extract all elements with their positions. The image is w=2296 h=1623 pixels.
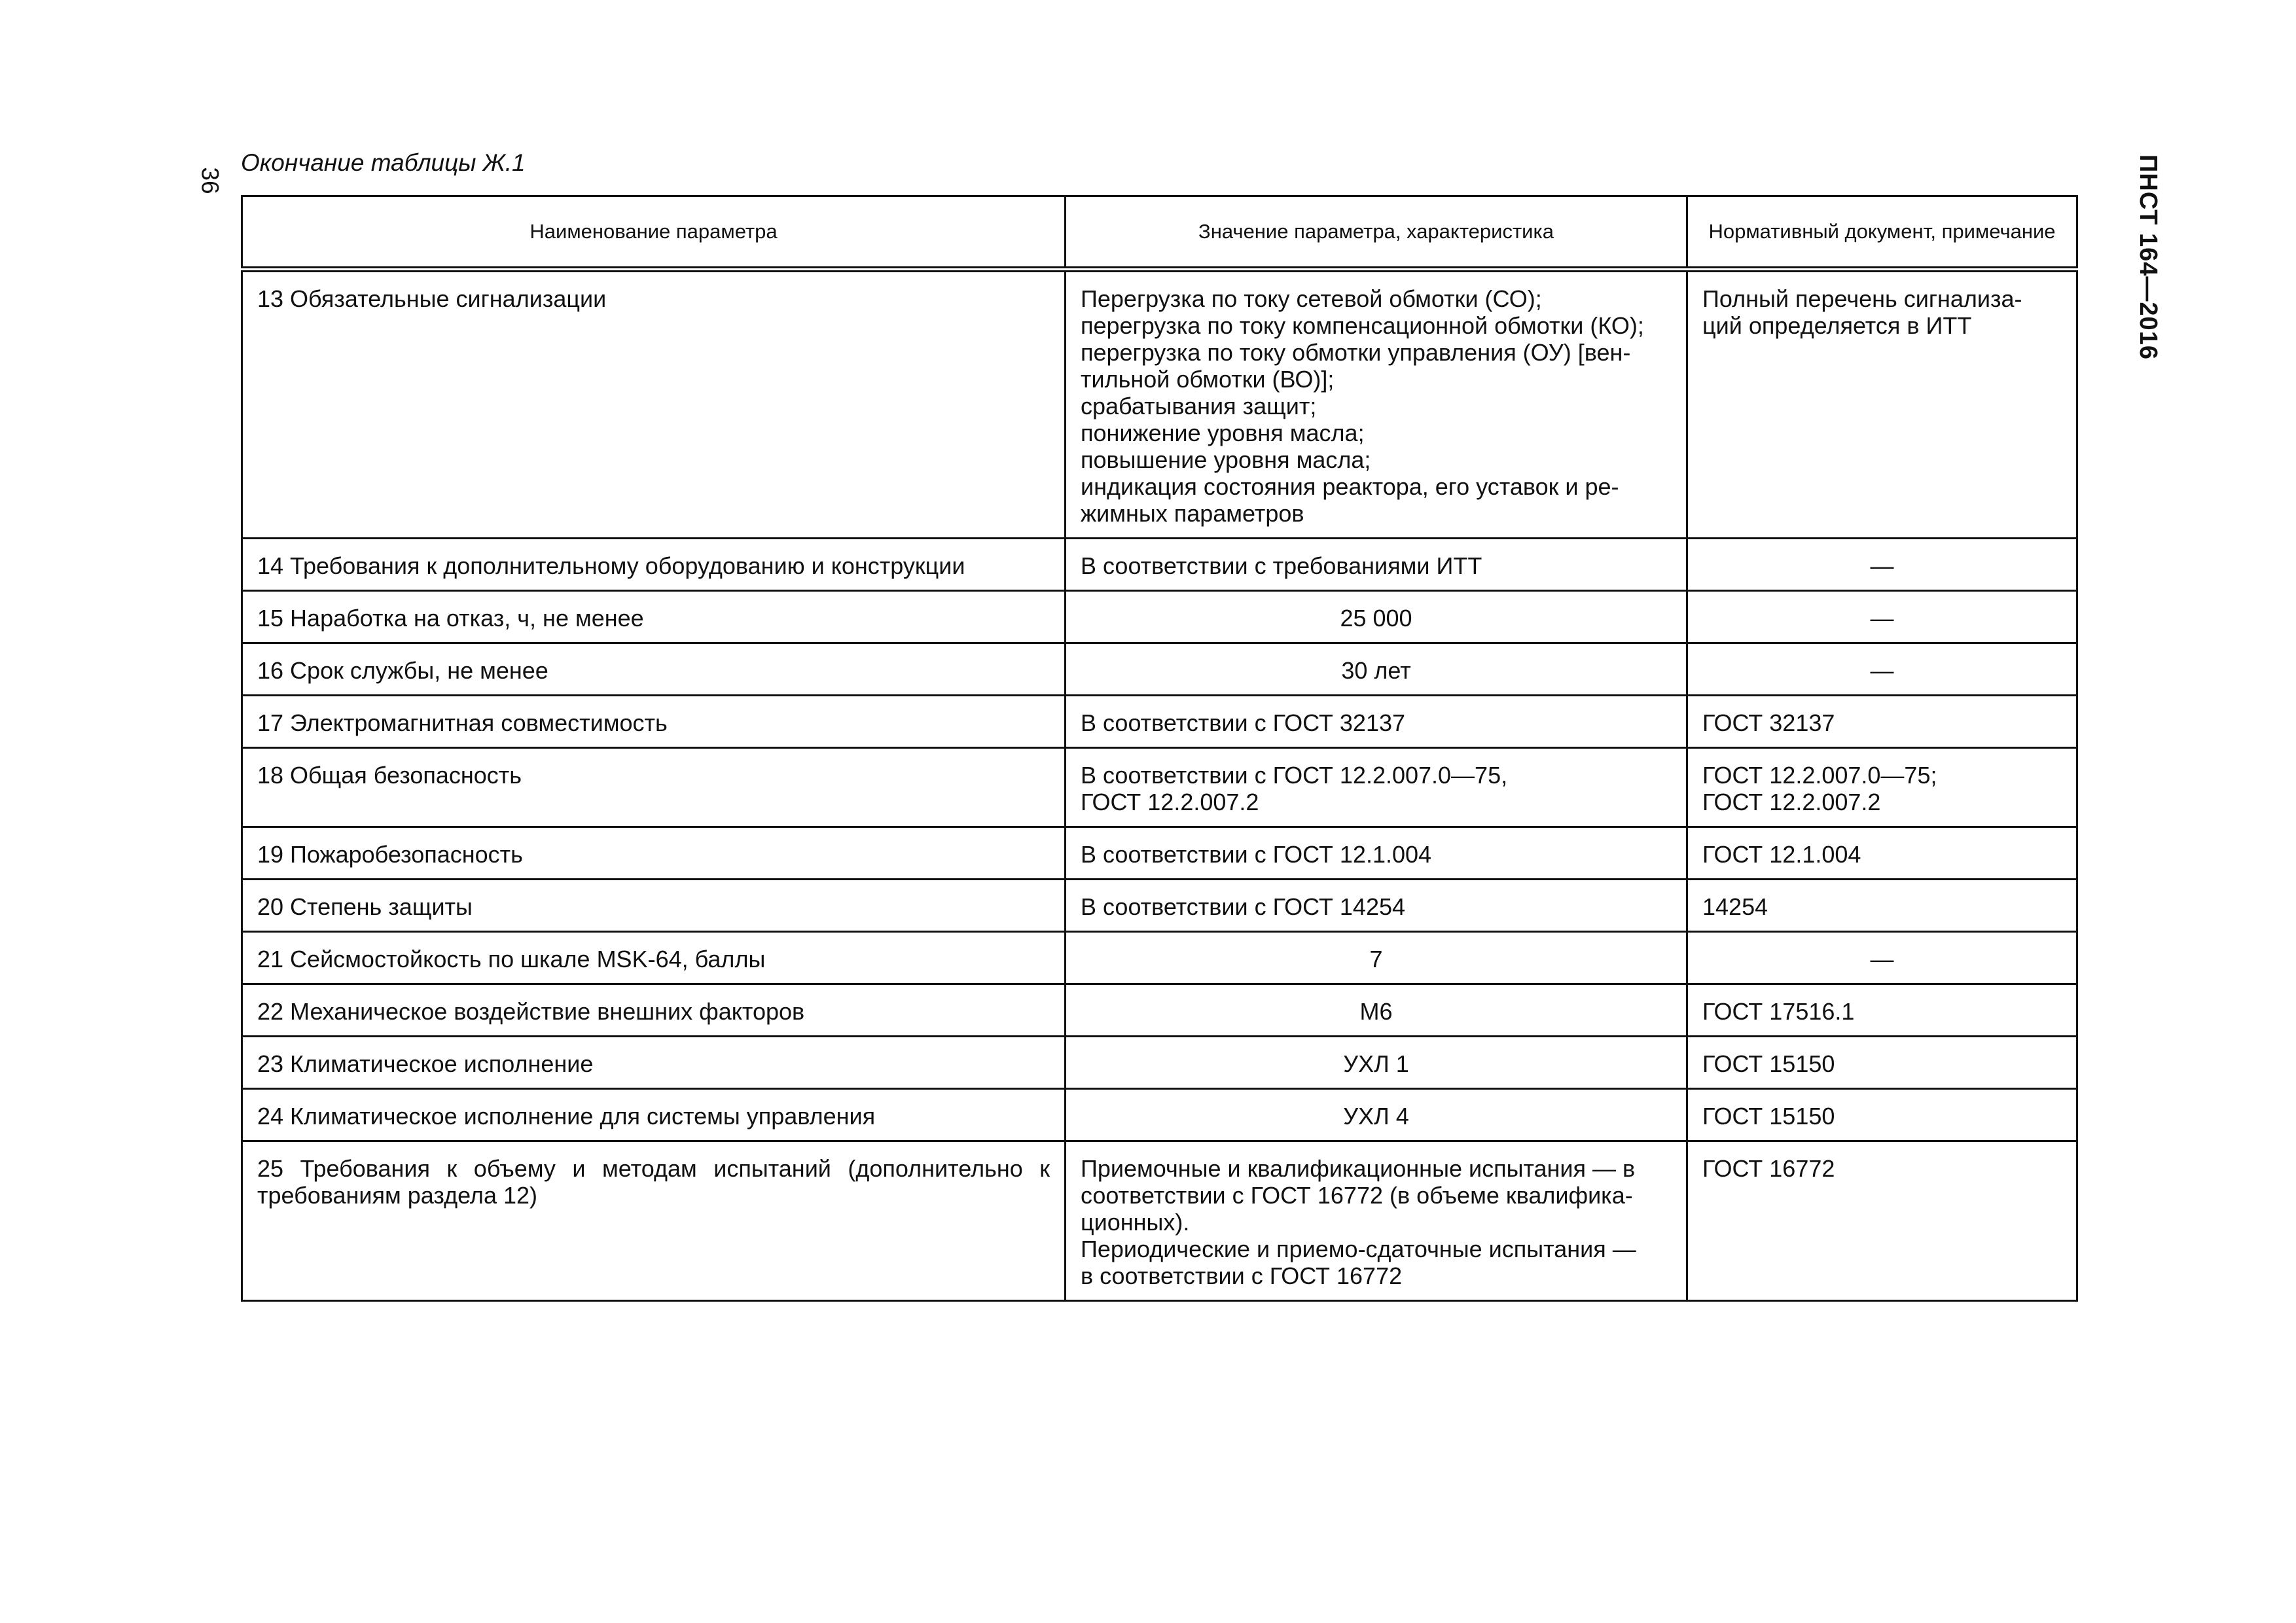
value-line: В соответствии с ГОСТ 12.1.004 [1081, 841, 1432, 868]
parameter-name-cell: 23 Климатическое исполнение [242, 1037, 1066, 1089]
parameter-name-cell: 14 Требования к дополнительному оборудованию и конструкции [242, 539, 1066, 591]
parameter-value-cell [1066, 643, 1687, 696]
parameter-name-cell: 16 Срок службы, не менее [242, 643, 1066, 696]
normative-document-cell [1687, 591, 2077, 643]
normative-document-cell [1687, 880, 2077, 932]
value-line: жимных параметров [1081, 500, 1304, 527]
page-number: 36 [196, 167, 224, 194]
note-line: ГОСТ 32137 [1702, 709, 1835, 736]
normative-document-cell [1687, 748, 2077, 827]
value-line: М6 [1359, 998, 1393, 1025]
parameter-value-cell [1066, 539, 1687, 591]
note-line: ций определяется в ИТТ [1702, 312, 1972, 339]
header-parameter-name: Наименование параметра [242, 196, 1066, 270]
parameter-value-cell [1066, 932, 1687, 984]
normative-document-cell [1687, 643, 2077, 696]
parameter-value-cell [1066, 880, 1687, 932]
parameter-name-cell: 13 Обязательные сигнализации [242, 270, 1066, 539]
value-line: В соответствии с ГОСТ 32137 [1081, 709, 1406, 736]
parameter-value-cell [1066, 748, 1687, 827]
normative-document-cell [1687, 1037, 2077, 1089]
value-line: УХЛ 1 [1343, 1050, 1409, 1077]
value-line: 30 лет [1341, 657, 1411, 684]
value-line: Периодические и приемо-сдаточные испытания — [1081, 1236, 1636, 1262]
table-row [242, 643, 2077, 696]
normative-document-cell [1687, 696, 2077, 748]
value-line: срабатывания защит; [1081, 393, 1317, 419]
parameters-table [241, 195, 2078, 1302]
table-row [242, 591, 2077, 643]
parameter-name-cell: 25 Требования к объему и методам испытаний (дополнительно к требованиям раздела 12) [242, 1141, 1066, 1301]
value-line: УХЛ 4 [1343, 1103, 1409, 1130]
parameter-value-cell [1066, 591, 1687, 643]
value-line: В соответствии с ГОСТ 14254 [1081, 893, 1406, 920]
normative-document-cell [1687, 932, 2077, 984]
normative-document-cell [1687, 1141, 2077, 1301]
normative-document-cell [1687, 270, 2077, 539]
note-line: ГОСТ 15150 [1702, 1050, 1835, 1077]
parameter-name-cell: 18 Общая безопасность [242, 748, 1066, 827]
note-line: — [1870, 552, 1894, 579]
value-line: индикация состояния реактора, его уставок и ре- [1081, 473, 1619, 500]
value-line: понижение уровня масла; [1081, 419, 1365, 446]
note-line: ГОСТ 12.2.007.2 [1702, 789, 1881, 815]
table-row [242, 1037, 2077, 1089]
parameter-name-cell: 21 Сейсмостойкость по шкале MSK-64, баллы [242, 932, 1066, 984]
parameter-name-cell: 19 Пожаробезопасность [242, 827, 1066, 880]
table-row [242, 539, 2077, 591]
parameter-value-cell [1066, 1089, 1687, 1141]
header-parameter-value: Значение параметра, характеристика [1066, 196, 1687, 270]
note-line: ГОСТ 17516.1 [1702, 998, 1855, 1025]
table-row [242, 880, 2077, 932]
parameter-name-cell: 24 Климатическое исполнение для системы управления [242, 1089, 1066, 1141]
note-line: ГОСТ 15150 [1702, 1103, 1835, 1130]
value-line: перегрузка по току компенсационной обмотки (КО); [1081, 312, 1644, 339]
value-line: ГОСТ 12.2.007.2 [1081, 789, 1259, 815]
table-row [242, 748, 2077, 827]
table-row [242, 932, 2077, 984]
value-line: 25 000 [1340, 605, 1412, 632]
parameter-name-cell: 22 Механическое воздействие внешних факторов [242, 984, 1066, 1037]
note-line: ГОСТ 16772 [1702, 1155, 1835, 1182]
value-line: в соответствии с ГОСТ 16772 [1081, 1262, 1403, 1289]
parameter-name-cell: 15 Наработка на отказ, ч, не менее [242, 591, 1066, 643]
value-line: В соответствии с требованиями ИТТ [1081, 552, 1482, 579]
note-line: — [1870, 605, 1894, 632]
table-row [242, 1141, 2077, 1301]
note-line: — [1870, 946, 1894, 972]
value-line: повышение уровня масла; [1081, 446, 1371, 473]
value-line: ционных). [1081, 1209, 1190, 1236]
parameter-name-cell: 17 Электромагнитная совместимость [242, 696, 1066, 748]
table-row [242, 984, 2077, 1037]
table-row [242, 696, 2077, 748]
note-line: ГОСТ 12.1.004 [1702, 841, 1861, 868]
value-line: Приемочные и квалификационные испытания — в [1081, 1155, 1636, 1182]
note-line: Полный перечень сигнализа- [1702, 285, 2022, 312]
value-line: В соответствии с ГОСТ 12.2.007.0—75, [1081, 762, 1508, 789]
table-header-row [242, 196, 2077, 270]
normative-document-cell [1687, 984, 2077, 1037]
table-row [242, 270, 2077, 539]
normative-document-cell [1687, 539, 2077, 591]
table-row [242, 1089, 2077, 1141]
note-line: 14254 [1702, 893, 1768, 920]
table-caption: Окончание таблицы Ж.1 [241, 149, 526, 176]
value-line: перегрузка по току обмотки управления (ОУ) [вен- [1081, 339, 1631, 366]
document-id: ПНСТ 164—2016 [2134, 154, 2162, 360]
value-line: 7 [1369, 946, 1383, 972]
normative-document-cell [1687, 1089, 2077, 1141]
note-line: — [1870, 657, 1894, 684]
table-row [242, 827, 2077, 880]
parameter-name-cell: 20 Степень защиты [242, 880, 1066, 932]
parameter-value-cell [1066, 827, 1687, 880]
value-line: тильной обмотки (ВО)]; [1081, 366, 1335, 393]
value-line: соответствии с ГОСТ 16772 (в объеме квалифика- [1081, 1182, 1633, 1209]
parameter-value-cell [1066, 1141, 1687, 1301]
parameter-value-cell [1066, 696, 1687, 748]
parameter-value-cell [1066, 1037, 1687, 1089]
normative-document-cell [1687, 827, 2077, 880]
table-body [242, 270, 2077, 1301]
note-line: ГОСТ 12.2.007.0—75; [1702, 762, 1937, 789]
header-normative-document: Нормативный документ, примечание [1687, 196, 2077, 270]
value-line: Перегрузка по току сетевой обмотки (СО); [1081, 285, 1542, 312]
parameter-value-cell [1066, 984, 1687, 1037]
parameter-value-cell [1066, 270, 1687, 539]
